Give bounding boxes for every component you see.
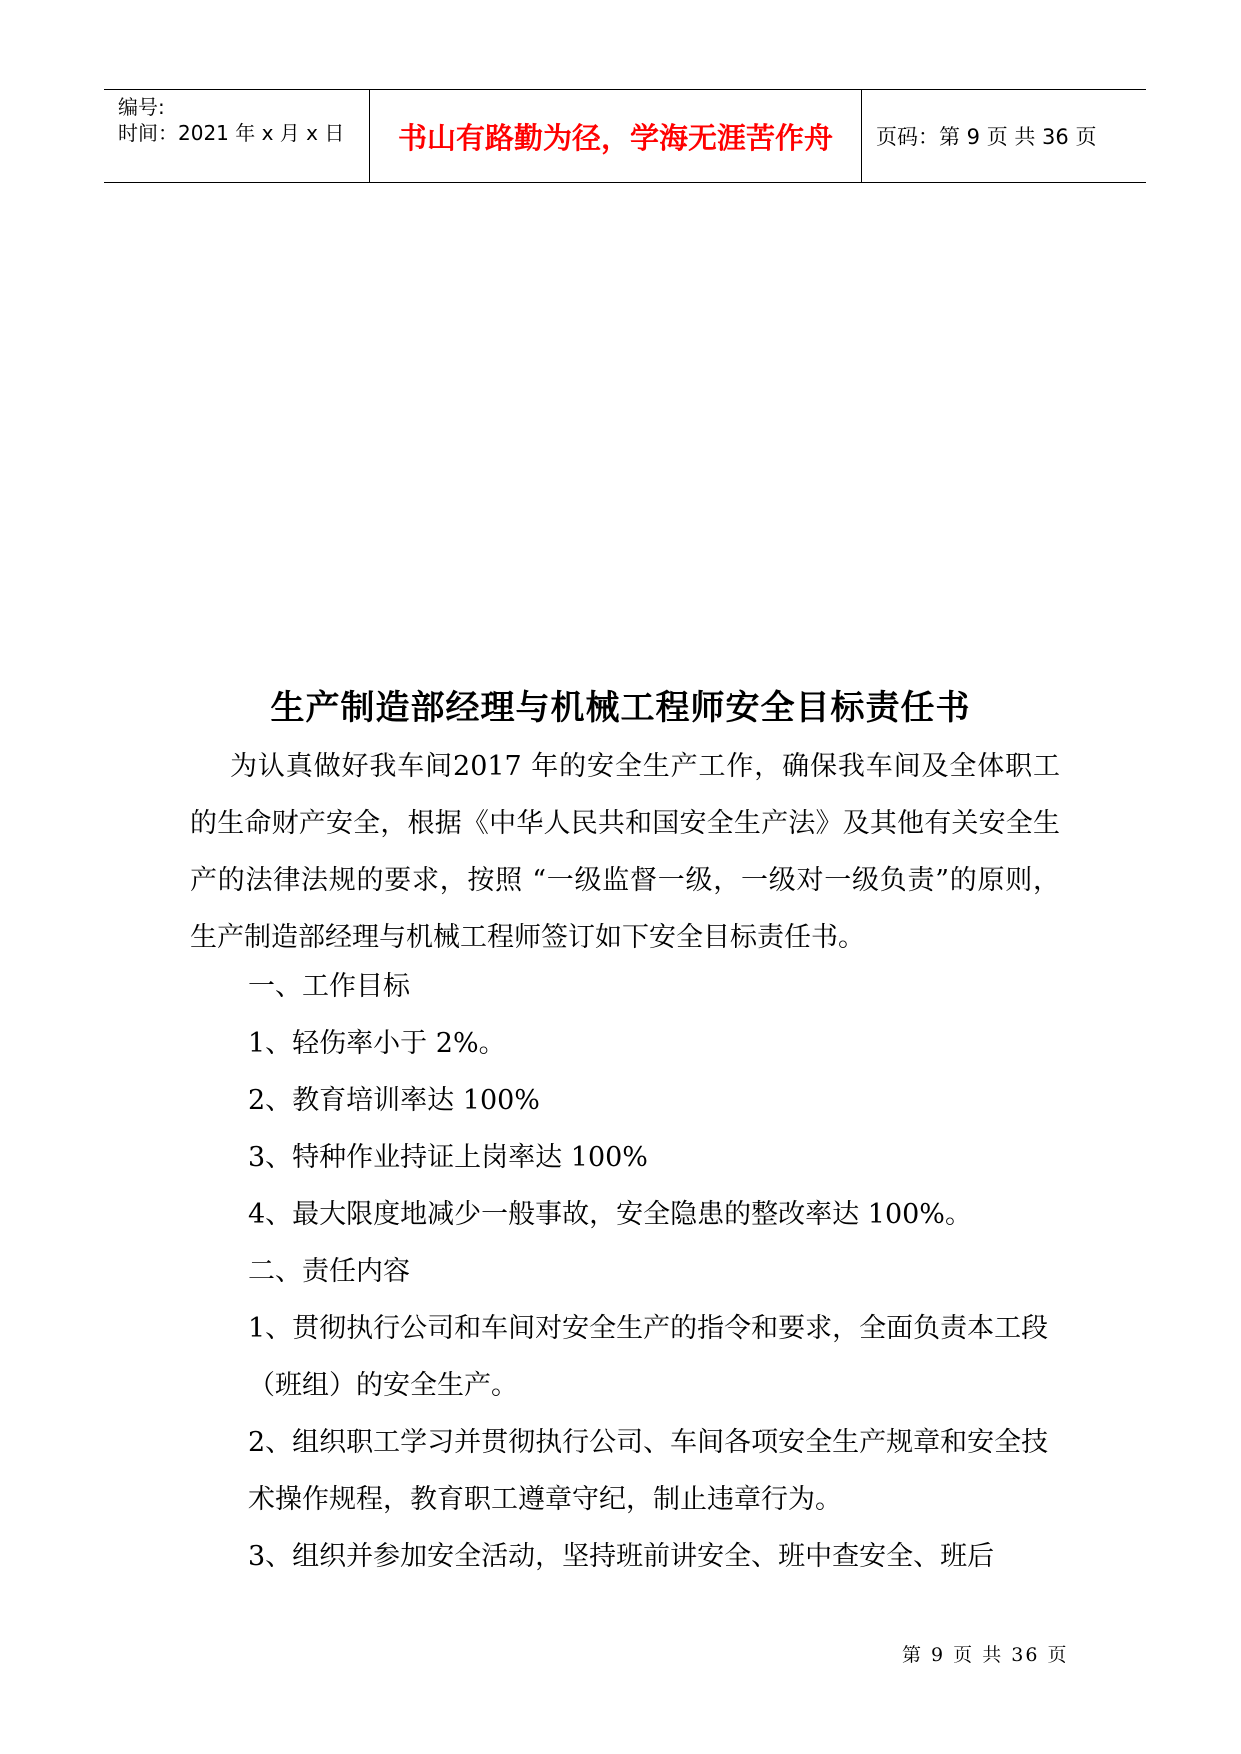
content-list	[248, 958, 1060, 1585]
goal-item: 2、教育培训率达 100%	[248, 1085, 540, 1116]
duty-item: 3、组织并参加安全活动，坚持班前讲安全、班中查安全、班后	[248, 1541, 995, 1572]
goal-item: 3、特种作业持证上岗率达 100%	[248, 1142, 648, 1173]
document-title: 生产制造部经理与机械工程师安全目标责任书	[270, 688, 971, 728]
intro-paragraph-block	[190, 738, 1060, 966]
header-info-cell	[104, 90, 370, 182]
header-table	[104, 89, 1146, 183]
section-heading-duties: 二、责任内容	[248, 1256, 410, 1287]
goal-item: 4、最大限度地减少一般事故，安全隐患的整改率达 100%。	[248, 1199, 972, 1230]
duty-item: 2、组织职工学习并贯彻执行公司、车间各项安全生产规章和安全技术操作规程，教育职工遵章守纪，制止违章行为。	[248, 1427, 1049, 1515]
motto: 书山有路勤为径，学海无涯苦作舟	[370, 90, 862, 182]
page-label: 页码：第 9 页 共 36 页	[876, 125, 1097, 149]
goal-item: 1、轻伤率小于 2%。	[248, 1028, 506, 1059]
page-footer: 第 9 页 共 36 页	[902, 1644, 1069, 1666]
section-heading-goals: 一、工作目标	[248, 971, 410, 1002]
time-label: 时间：2021 年 x 月 x 日	[118, 121, 345, 145]
serial-number-label: 编号:	[118, 95, 165, 119]
duty-item: 1、贯彻执行公司和车间对安全生产的指令和要求，全面负责本工段（班组）的安全生产。	[248, 1313, 1049, 1401]
intro-paragraph: 为认真做好我车间2017 年的安全生产工作，确保我车间及全体职工的生命财产安全，根据《中华人民共和国安全生产法》及其他有关安全生产的法律法规的要求，按照 “一级监督一级，一级对一级负责”的原则，生产制造部经理与机械工程师签订如下安全目标责任书。	[190, 751, 1060, 953]
